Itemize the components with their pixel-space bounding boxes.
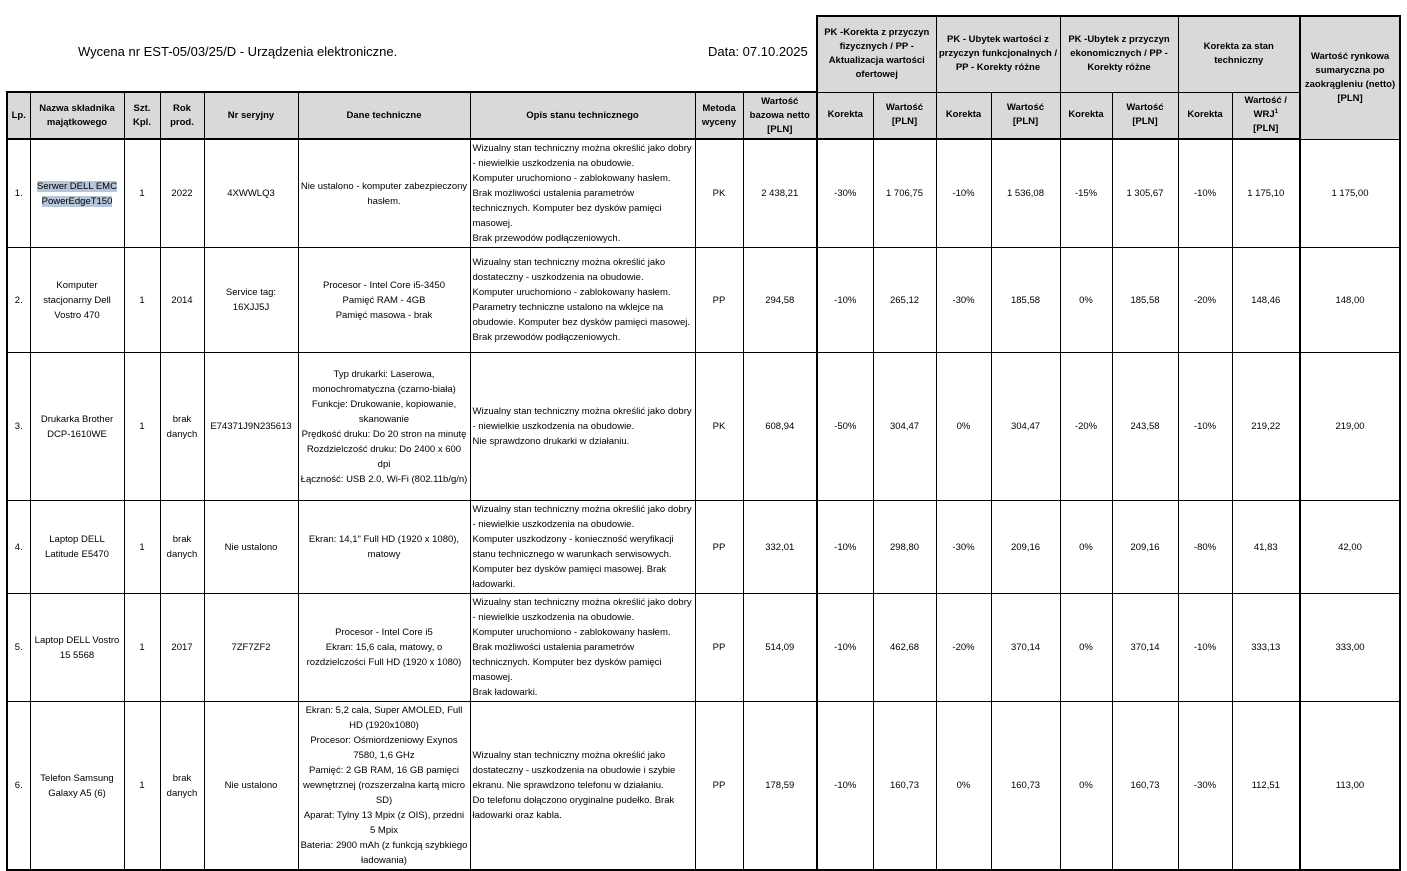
final-value-header: Wartość rynkowa sumaryczna po zaokrągleniu (netto) [PLN] [1300,16,1400,139]
col-base: Wartość bazowa netto [PLN] [743,92,817,139]
value-wrj: 1 175,10 [1232,139,1300,248]
table-row [7,139,1400,248]
base-value: 294,58 [743,248,817,353]
tech-line: Pamięć RAM - 4GB [342,294,426,306]
tech-line: Funkcje: Drukowanie, kopiowanie, skanowanie [311,398,457,425]
asset-name: Laptop DELL Latitude E5470 [30,501,124,594]
correction-technical: -10% [1178,139,1232,248]
col-wrj-label: Wartość / WRJ [1244,95,1287,121]
value-economic: 1 305,67 [1112,139,1178,248]
tech-line: Pamięć: 2 GB RAM, 16 GB pamięci wewnętrznej (rozszerzalna kartą micro SD) [302,765,466,806]
tech-line: Bateria: 2900 mAh (z funkcją szybkiego ładowania) [300,840,468,866]
asset-name: Drukarka Brother DCP-1610WE [30,353,124,501]
footnote-marker: 1 [1274,109,1278,116]
tech-line: Prędkość druku: Do 20 stron na minutę [301,428,467,440]
condition-line: Brak możliwości ustalenia parametrów technicznych. Komputer bez dysków pamięci masowej. [472,642,662,683]
col-wrj [1232,92,1300,139]
value-functional: 185,58 [991,248,1060,353]
col-qty: Szt. Kpl. [124,92,160,139]
col-name: Nazwa składnika majątkowego [30,92,124,139]
tech-line: Aparat: Tylny 13 Mpix (z OIS), przedni 5 Mpix [303,810,465,836]
technical-data [298,702,470,871]
value-functional: 160,73 [991,702,1060,871]
value-wrj: 333,13 [1232,594,1300,702]
row-number: 3. [7,353,30,501]
condition-line: Brak ładowarki. [472,687,538,698]
condition-line: Komputer uruchomiono - zablokowany hasłem. [472,627,671,638]
correction-functional: 0% [936,353,991,501]
final-market-value: 333,00 [1300,594,1400,702]
production-year: 2022 [160,139,204,248]
correction-functional: -30% [936,248,991,353]
condition-line: Nie sprawdzono drukarki w działaniu. [472,436,630,447]
condition-line: Brak możliwości ustalenia parametrów technicznych. Komputer bez dysków pamięci masowej. [472,188,662,229]
quantity: 1 [124,501,160,594]
table-row [7,702,1400,871]
final-market-value: 113,00 [1300,702,1400,871]
tech-line: Procesor: Ośmiordzeniowy Exynos 7580, 1,6 GHz [310,735,458,761]
production-year: 2017 [160,594,204,702]
correction-technical: -30% [1178,702,1232,871]
tech-line: Ekran: 15,6 cala, matowy, o rozdzielczości Full HD (1920 x 1080) [306,642,462,668]
value-wrj: 41,83 [1232,501,1300,594]
col-wrj-unit: [PLN] [1253,123,1279,135]
group-header-physical: PK -Korekta z przyczyn fizycznych / PP - Aktualizacja wartości ofertowej [817,16,936,92]
serial-number: Nie ustalono [204,702,298,871]
value-wrj: 219,22 [1232,353,1300,501]
production-year: brak danych [160,501,204,594]
table-row [7,248,1400,353]
col-korekta-2: Korekta [936,92,991,139]
valuation-method: PP [695,594,743,702]
technical-data [298,248,470,353]
valuation-method: PP [695,702,743,871]
row-number: 4. [7,501,30,594]
valuation-date: Data: 07.10.2025 [708,44,808,59]
final-market-value: 1 175,00 [1300,139,1400,248]
value-functional: 304,47 [991,353,1060,501]
base-value: 2 438,21 [743,139,817,248]
production-year: brak danych [160,702,204,871]
condition-line: Wizualny stan techniczny można określić jako dobry - niewielkie uszkodzenia na obudowie. [472,406,692,432]
condition-description [470,702,695,871]
valuation-method: PP [695,501,743,594]
value-physical: 462,68 [873,594,936,702]
row-number: 1. [7,139,30,248]
asset-name: Komputer stacjonarny Dell Vostro 470 [30,248,124,353]
condition-line: Komputer uruchomiono - zablokowany hasłem. [472,173,671,184]
col-wartosc-1: Wartość [PLN] [873,92,936,139]
correction-economic: 0% [1060,594,1112,702]
group-header-technical: Korekta za stan techniczny [1178,16,1300,92]
tech-line: Procesor - Intel Core i5-3450 [323,279,445,291]
condition-description [470,139,695,248]
value-physical: 1 706,75 [873,139,936,248]
correction-functional: -20% [936,594,991,702]
group-header-economic: PK -Ubytek z przyczyn ekonomicznych / PP - Korekty różne [1060,16,1178,92]
tech-line: Procesor - Intel Core i5 [335,627,433,638]
tech-line: Rozdzielczość druku: Do 2400 x 600 dpi [306,443,462,470]
technical-data [298,353,470,501]
final-market-value: 148,00 [1300,248,1400,353]
production-year: brak danych [160,353,204,501]
condition-line: Wizualny stan techniczny można określić jako dobry - niewielkie uszkodzenia na obudowie. [472,504,692,530]
valuation-method: PK [695,139,743,248]
condition-line: Wizualny stan techniczny można określić jako dobry - niewielkie uszkodzenia na obudowie. [472,597,692,623]
tech-line: Ekran: 5,2 cala, Super AMOLED, Full HD (1920x1080) [305,705,463,731]
condition-line: Parametry techniczne ustalono na wklejce na obudowie. Komputer bez dysków pamięci masowej. Brak przewodów podłączeniowych. [472,302,691,343]
col-year: Rok prod. [160,92,204,139]
correction-physical: -10% [817,702,873,871]
value-physical: 298,80 [873,501,936,594]
value-economic: 243,58 [1112,353,1178,501]
condition-description [470,353,695,501]
technical-data [298,594,470,702]
condition-line: Brak przewodów podłączeniowych. [472,233,621,244]
production-year: 2014 [160,248,204,353]
condition-line: Komputer uszkodzony - konieczność weryfikacji stanu technicznego w warunkach serwisowych. [472,534,674,560]
value-physical: 160,73 [873,702,936,871]
asset-name [30,139,124,248]
row-number: 6. [7,702,30,871]
col-korekta-1: Korekta [817,92,873,139]
correction-functional: -10% [936,139,991,248]
base-value: 608,94 [743,353,817,501]
condition-line: Wizualny stan techniczny można określić jako dobry - niewielkie uszkodzenia na obudowie. [472,143,692,169]
correction-functional: 0% [936,702,991,871]
condition-line: Komputer bez dysków pamięci masowej. Brak ładowarki. [472,564,667,590]
quantity: 1 [124,594,160,702]
valuation-table [6,15,1401,871]
row-number: 5. [7,594,30,702]
table-row [7,594,1400,702]
table-row [7,353,1400,501]
row-number: 2. [7,248,30,353]
technical-data [298,501,470,594]
final-market-value: 42,00 [1300,501,1400,594]
asset-name: Laptop DELL Vostro 15 5568 [30,594,124,702]
correction-technical: -10% [1178,594,1232,702]
correction-technical: -10% [1178,353,1232,501]
correction-physical: -10% [817,248,873,353]
correction-physical: -30% [817,139,873,248]
condition-description [470,248,695,353]
serial-number: 7ZF7ZF2 [204,594,298,702]
base-value: 332,01 [743,501,817,594]
condition-line: Wizualny stan techniczny można określić jako dostateczny - uszkodzenia na obudowie i szybie ekranu. Nie sprawdzono telefonu w działaniu. [472,750,676,791]
col-serial: Nr seryjny [204,92,298,139]
correction-economic: 0% [1060,248,1112,353]
correction-economic: 0% [1060,702,1112,871]
base-value: 178,59 [743,702,817,871]
valuation-method: PP [695,248,743,353]
page-title: Wycena nr EST-05/03/25/D - Urządzenia elektroniczne. [78,44,398,59]
group-header-functional: PK - Ubytek wartości z przyczyn funkcjonalnych / PP - Korekty różne [936,16,1060,92]
correction-technical: -20% [1178,248,1232,353]
col-tech: Dane techniczne [298,92,470,139]
value-economic: 209,16 [1112,501,1178,594]
serial-number: Nie ustalono [204,501,298,594]
value-functional: 1 536,08 [991,139,1060,248]
tech-line: Ekran: 14,1" Full HD (1920 x 1080), matowy [308,534,460,560]
asset-name-highlighted[interactable]: Serwer DELL EMC PowerEdgeT150 [37,180,117,207]
correction-physical: -10% [817,501,873,594]
serial-number: E74371J9N235613 [204,353,298,501]
condition-line: Wizualny stan techniczny można określić jako dostateczny - uszkodzenia na obudowie. [472,257,666,283]
value-economic: 160,73 [1112,702,1178,871]
correction-economic: -20% [1060,353,1112,501]
correction-functional: -30% [936,501,991,594]
valuation-method: PK [695,353,743,501]
col-wartosc-3: Wartość [PLN] [1112,92,1178,139]
tech-line: Pamięć masowa - brak [335,309,433,321]
quantity: 1 [124,248,160,353]
tech-line: Łączność: USB 2.0, Wi-Fi (802.11b/g/n) [300,473,468,485]
quantity: 1 [124,353,160,501]
value-functional: 209,16 [991,501,1060,594]
value-physical: 304,47 [873,353,936,501]
col-lp: Lp. [7,92,30,139]
correction-economic: -15% [1060,139,1112,248]
correction-economic: 0% [1060,501,1112,594]
col-wartosc-2: Wartość [PLN] [991,92,1060,139]
serial-number: 4XWWLQ3 [204,139,298,248]
correction-technical: -80% [1178,501,1232,594]
col-method: Metoda wyceny [695,92,743,139]
value-economic: 370,14 [1112,594,1178,702]
quantity: 1 [124,702,160,871]
value-wrj: 148,46 [1232,248,1300,353]
col-condition: Opis stanu technicznego [470,92,695,139]
condition-description [470,501,695,594]
condition-line: Komputer uruchomiono - zablokowany hasłem. [472,287,671,298]
col-korekta-4: Korekta [1178,92,1232,139]
asset-name: Telefon Samsung Galaxy A5 (6) [30,702,124,871]
quantity: 1 [124,139,160,248]
correction-physical: -10% [817,594,873,702]
value-physical: 265,12 [873,248,936,353]
condition-description [470,594,695,702]
value-economic: 185,58 [1112,248,1178,353]
value-wrj: 112,51 [1232,702,1300,871]
condition-line: Do telefonu dołączono oryginalne pudełko. Brak ładowarki oraz kabla. [472,795,675,821]
tech-line: Nie ustalono - komputer zabezpieczony hasłem. [300,180,468,207]
final-market-value: 219,00 [1300,353,1400,501]
serial-number: Service tag: 16XJJ5J [204,248,298,353]
table-row [7,501,1400,594]
base-value: 514,09 [743,594,817,702]
correction-physical: -50% [817,353,873,501]
tech-line: Typ drukarki: Laserowa, monochromatyczna (czarno-biała) [312,368,456,395]
col-korekta-3: Korekta [1060,92,1112,139]
technical-data [298,139,470,248]
value-functional: 370,14 [991,594,1060,702]
